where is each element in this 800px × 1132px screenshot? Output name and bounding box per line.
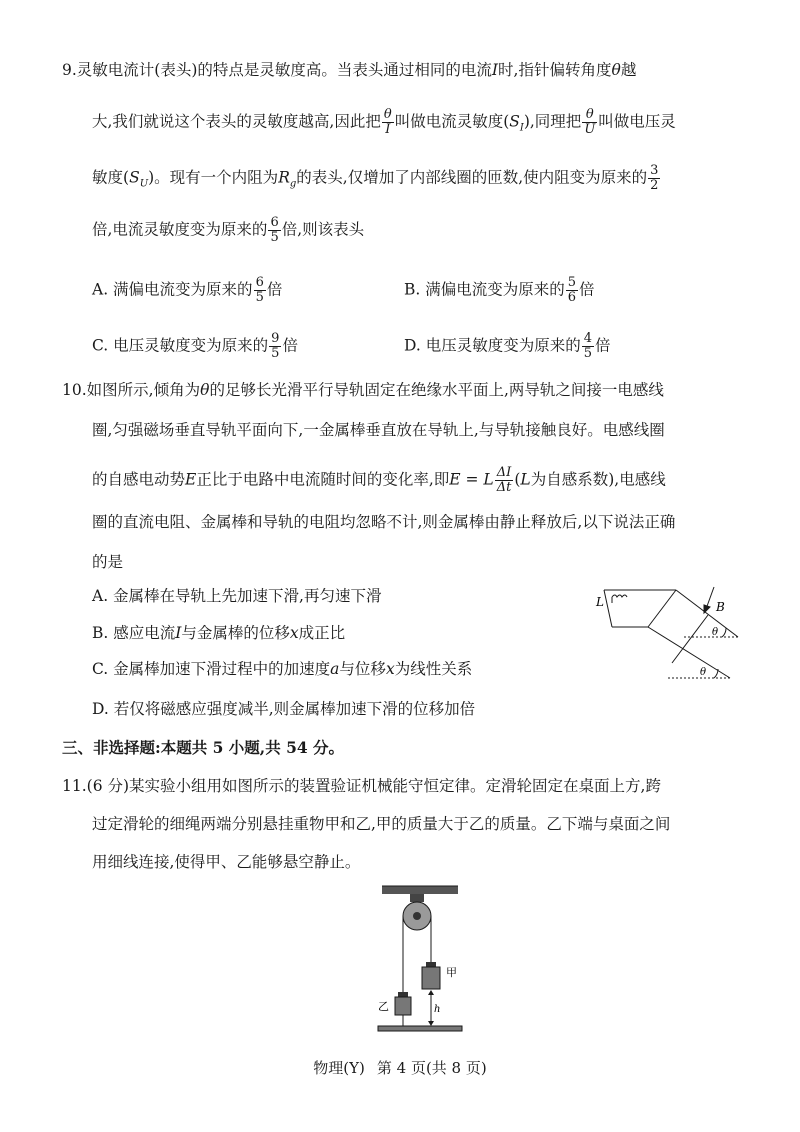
q10-number: 10. [62, 381, 87, 399]
fraction: $\frac{\theta}{U}$ [584, 107, 596, 137]
fraction: $\frac{\Delta I}{\Delta t}$ [496, 465, 512, 495]
q11-number: 11. [62, 777, 87, 795]
weight-heavy [422, 967, 440, 989]
inclined-rails-figure [590, 575, 750, 685]
q10-option-d[interactable]: D. 若仅将磁感应强度减半,则金属棒加速下滑的位移加倍 [92, 700, 476, 718]
rail-left-edge [604, 590, 612, 627]
pulley-mount [410, 894, 424, 902]
q10-option-c[interactable]: C. 金属棒加速下滑过程中的加速度a与位移x为线性关系 [92, 660, 473, 678]
angle-arc-upper [722, 628, 726, 637]
q10-line-1: 10.如图所示,倾角为θ的足够长光滑平行导轨固定在绝缘水平面上,两导轨之间接一电感线 [62, 381, 664, 399]
fraction: $\frac{3}{2}$ [650, 163, 659, 193]
weight-light [395, 997, 411, 1015]
heavy-label: 甲 [446, 966, 457, 979]
q10-option-a[interactable]: A. 金属棒在导轨上先加速下滑,再匀速下滑 [92, 587, 382, 605]
q9-line-3: 敏度$(S_U)$。现有一个内阻为$R_g$的表头,仅增加了内部线圈的匝数,使内阻变为原来的 $\frac{3}{2}$ [92, 163, 659, 193]
field-label: B [716, 600, 725, 614]
q9-line-4: 倍,电流灵敏度变为原来的 $\frac{6}{5}$ 倍,则该表头 [92, 215, 365, 245]
angle-label-lower: θ [700, 667, 707, 678]
q9-number: 9. [62, 61, 77, 79]
page-footer [0, 1057, 800, 1078]
q9-line-2: 大,我们就说这个表头的灵敏度越高,因此把 $\frac{\theta}{I}$ 叫做电流灵敏度$(S_I)$,同理把 $\frac{\theta}{U}$ 叫做电压灵 [92, 107, 676, 137]
q9-line-1: 9.灵敏电流计(表头)的特点是灵敏度高。当表头通过相同的电流I时,指针偏转角度θ越 [62, 61, 637, 79]
q10-line-5: 的是 [92, 553, 124, 571]
angle-label-upper: θ [712, 627, 719, 638]
q10-line-3: 的自感电动势E正比于电路中电流随时间的变化率,即E = L $\frac{\Delta I}{\Delta t}$ (L为自感系数),电感线 [92, 465, 666, 495]
metal-rod [672, 615, 708, 663]
q11-line-3: 用细线连接,使得甲、乙能够悬空静止。 [92, 853, 361, 871]
field-arrow-head [704, 605, 710, 613]
weight-hook-heavy [426, 962, 436, 967]
light-label: 乙 [378, 1000, 389, 1013]
footer-page-number: 第 4 页(共 8 页) [376, 1059, 487, 1077]
q10-line-4: 圈的直流电阻、金属棒和导轨的电阻均忽略不计,则金属棒由静止释放后,以下说法正确 [92, 513, 676, 531]
q11-line-2: 过定滑轮的细绳两端分别悬挂重物甲和乙,甲的质量大于乙的质量。乙下端与桌面之间 [92, 815, 671, 833]
q9-option-b[interactable]: B. 满偏电流变为原来的 $\frac{5}{6}$ 倍 [404, 275, 595, 305]
weight-hook-light [398, 992, 408, 997]
section-heading: 三、非选择题:本题共 5 小题,共 54 分。 [62, 738, 345, 757]
q9-option-a[interactable]: A. 满偏电流变为原来的 $\frac{6}{5}$ 倍 [92, 275, 283, 305]
table-top [378, 1026, 462, 1031]
q9-option-d[interactable]: D. 电压灵敏度变为原来的 $\frac{4}{5}$ 倍 [404, 331, 611, 361]
fraction: $\frac{\theta}{I}$ [383, 107, 392, 137]
rail-fold [648, 590, 676, 627]
coil-label: L [596, 595, 604, 609]
ceiling-bar [382, 886, 458, 894]
q10-option-b[interactable]: B. 感应电流I与金属棒的位移x成正比 [92, 624, 346, 642]
q10-line-2: 圈,匀强磁场垂直导轨平面向下,一金属棒垂直放在导轨上,与导轨接触良好。电感线圈 [92, 421, 665, 439]
pulley-apparatus-figure [370, 880, 470, 1040]
rail-incline-upper [676, 590, 738, 637]
inductor-coil-icon [612, 595, 627, 603]
footer-subject: 物理(Y) [313, 1059, 365, 1077]
q11-line-1: 11.(6 分)某实验小组用如图所示的装置验证机械能守恒定律。定滑轮固定在桌面上方,跨 [62, 777, 661, 795]
fraction: $\frac{6}{5}$ [270, 215, 279, 245]
q9-option-c[interactable]: C. 电压灵敏度变为原来的 $\frac{9}{5}$ 倍 [92, 331, 298, 361]
height-label: h [434, 1004, 441, 1015]
